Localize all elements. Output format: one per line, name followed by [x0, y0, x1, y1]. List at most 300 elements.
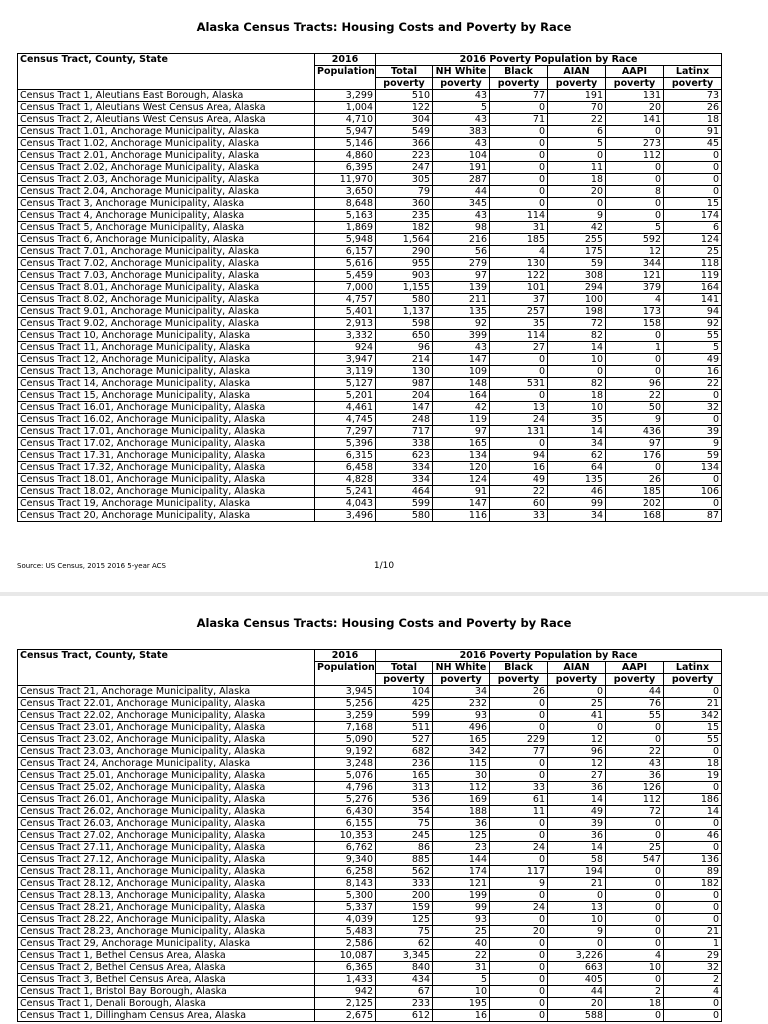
value-cell: 119: [433, 414, 490, 426]
value-cell: 191: [548, 90, 606, 102]
value-cell: 308: [548, 270, 606, 282]
value-cell: 580: [376, 294, 433, 306]
value-cell: 23: [433, 842, 490, 854]
value-cell: 4,039: [315, 914, 376, 926]
value-cell: 42: [548, 222, 606, 234]
value-cell: 20: [548, 186, 606, 198]
source-note: Source: US Census, 2015 2016 5-year ACS: [17, 562, 167, 570]
table-row: [18, 114, 722, 126]
value-cell: 955: [376, 258, 433, 270]
value-cell: 97: [433, 270, 490, 282]
value-cell: 2,913: [315, 318, 376, 330]
value-cell: 2,125: [315, 998, 376, 1010]
header-latinx-poverty-2: poverty: [664, 674, 722, 686]
value-cell: 0: [490, 438, 548, 450]
value-cell: 0: [664, 474, 722, 486]
value-cell: 10: [433, 986, 490, 998]
value-cell: 55: [606, 710, 664, 722]
value-cell: 147: [433, 354, 490, 366]
value-cell: 0: [664, 162, 722, 174]
table-row: [18, 758, 722, 770]
value-cell: 15: [664, 722, 722, 734]
value-cell: 114: [490, 330, 548, 342]
header-latinx-poverty-1: Latinx: [664, 66, 722, 78]
value-cell: 0: [606, 974, 664, 986]
table-row: [18, 734, 722, 746]
tract-name-cell: Census Tract 6, Anchorage Municipality, Alaska: [18, 234, 315, 246]
value-cell: 22: [664, 378, 722, 390]
value-cell: 174: [433, 866, 490, 878]
value-cell: 96: [548, 746, 606, 758]
value-cell: 0: [490, 830, 548, 842]
tract-name-cell: Census Tract 20, Anchorage Municipality, Alaska: [18, 510, 315, 522]
value-cell: 399: [433, 330, 490, 342]
value-cell: 840: [376, 962, 433, 974]
value-cell: 987: [376, 378, 433, 390]
value-cell: 12: [548, 734, 606, 746]
header-poverty-group: 2016 Poverty Population by Race: [376, 54, 722, 66]
value-cell: 5: [606, 222, 664, 234]
tract-name-cell: Census Tract 28.11, Anchorage Municipality, Alaska: [18, 866, 315, 878]
table-row: [18, 794, 722, 806]
value-cell: 5,948: [315, 234, 376, 246]
value-cell: 104: [376, 686, 433, 698]
value-cell: 5,163: [315, 210, 376, 222]
poverty-table: [17, 53, 722, 522]
value-cell: 130: [376, 366, 433, 378]
value-cell: 3,259: [315, 710, 376, 722]
value-cell: 511: [376, 722, 433, 734]
value-cell: 0: [490, 150, 548, 162]
table-header: [18, 54, 722, 90]
value-cell: 0: [606, 734, 664, 746]
value-cell: 6,365: [315, 962, 376, 974]
tract-name-cell: Census Tract 3, Bethel Census Area, Alaska: [18, 974, 315, 986]
value-cell: 464: [376, 486, 433, 498]
value-cell: 13: [548, 902, 606, 914]
value-cell: 46: [548, 486, 606, 498]
value-cell: 3,248: [315, 758, 376, 770]
value-cell: 93: [433, 710, 490, 722]
value-cell: 114: [490, 210, 548, 222]
table-row: [18, 890, 722, 902]
table-row: [18, 998, 722, 1010]
table-row: [18, 174, 722, 186]
document-title: Alaska Census Tracts: Housing Costs and Poverty by Race: [196, 20, 572, 34]
value-cell: 36: [433, 818, 490, 830]
value-cell: 5,127: [315, 378, 376, 390]
table-row: [18, 342, 722, 354]
value-cell: 0: [548, 938, 606, 950]
tract-name-cell: Census Tract 14, Anchorage Municipality, Alaska: [18, 378, 315, 390]
value-cell: 175: [548, 246, 606, 258]
value-cell: 9,340: [315, 854, 376, 866]
value-cell: 0: [606, 330, 664, 342]
value-cell: 0: [606, 818, 664, 830]
table-row: [18, 102, 722, 114]
value-cell: 0: [548, 722, 606, 734]
value-cell: 0: [606, 126, 664, 138]
value-cell: 188: [433, 806, 490, 818]
value-cell: 18: [548, 390, 606, 402]
value-cell: 109: [433, 366, 490, 378]
value-cell: 22: [606, 390, 664, 402]
value-cell: 5,337: [315, 902, 376, 914]
table-row: [18, 450, 722, 462]
value-cell: 247: [376, 162, 433, 174]
header-white-poverty-2: poverty: [433, 78, 490, 90]
value-cell: 100: [548, 294, 606, 306]
value-cell: 334: [376, 462, 433, 474]
value-cell: 9,192: [315, 746, 376, 758]
value-cell: 141: [664, 294, 722, 306]
value-cell: 211: [433, 294, 490, 306]
value-cell: 79: [376, 186, 433, 198]
tract-name-cell: Census Tract 28.22, Anchorage Municipality, Alaska: [18, 914, 315, 926]
tract-name-cell: Census Tract 12, Anchorage Municipality, Alaska: [18, 354, 315, 366]
value-cell: 22: [548, 114, 606, 126]
value-cell: 0: [606, 902, 664, 914]
tract-name-cell: Census Tract 28.23, Anchorage Municipality, Alaska: [18, 926, 315, 938]
value-cell: 588: [548, 1010, 606, 1022]
value-cell: 304: [376, 114, 433, 126]
document-title: Alaska Census Tracts: Housing Costs and Poverty by Race: [196, 616, 572, 630]
value-cell: 6,430: [315, 806, 376, 818]
value-cell: 3,345: [376, 950, 433, 962]
value-cell: 14: [548, 342, 606, 354]
table-row: [18, 138, 722, 150]
table-row: [18, 162, 722, 174]
value-cell: 125: [376, 914, 433, 926]
value-cell: 0: [664, 498, 722, 510]
value-cell: 4: [490, 246, 548, 258]
value-cell: 248: [376, 414, 433, 426]
value-cell: 165: [433, 734, 490, 746]
value-cell: 6: [664, 222, 722, 234]
header-white-poverty-1: NH White: [433, 66, 490, 78]
table-row: [18, 234, 722, 246]
value-cell: 223: [376, 150, 433, 162]
value-cell: 75: [376, 818, 433, 830]
value-cell: 82: [548, 330, 606, 342]
value-cell: 198: [548, 306, 606, 318]
value-cell: 10: [548, 354, 606, 366]
value-cell: 64: [548, 462, 606, 474]
value-cell: 0: [606, 866, 664, 878]
value-cell: 0: [606, 462, 664, 474]
header-population-year: 2016: [315, 54, 376, 66]
value-cell: 6,157: [315, 246, 376, 258]
value-cell: 20: [548, 998, 606, 1010]
value-cell: 13: [490, 402, 548, 414]
value-cell: 0: [490, 366, 548, 378]
value-cell: 9: [548, 926, 606, 938]
value-cell: 0: [664, 902, 722, 914]
tract-name-cell: Census Tract 1.02, Anchorage Municipality, Alaska: [18, 138, 315, 150]
table-body: [18, 90, 722, 522]
value-cell: 174: [664, 210, 722, 222]
value-cell: 0: [606, 366, 664, 378]
value-cell: 5,396: [315, 438, 376, 450]
tract-name-cell: Census Tract 13, Anchorage Municipality, Alaska: [18, 366, 315, 378]
value-cell: 3,299: [315, 90, 376, 102]
value-cell: 134: [664, 462, 722, 474]
value-cell: 345: [433, 198, 490, 210]
value-cell: 59: [548, 258, 606, 270]
value-cell: 599: [376, 498, 433, 510]
value-cell: 199: [433, 890, 490, 902]
value-cell: 0: [606, 830, 664, 842]
tract-name-cell: Census Tract 17.01, Anchorage Municipality, Alaska: [18, 426, 315, 438]
value-cell: 5,459: [315, 270, 376, 282]
value-cell: 436: [606, 426, 664, 438]
value-cell: 1,564: [376, 234, 433, 246]
header-black-poverty-1: Black: [490, 662, 548, 674]
value-cell: 97: [433, 426, 490, 438]
table-row: [18, 938, 722, 950]
table-row: [18, 126, 722, 138]
value-cell: 76: [606, 698, 664, 710]
value-cell: 14: [548, 794, 606, 806]
value-cell: 26: [606, 474, 664, 486]
table-row: [18, 710, 722, 722]
value-cell: 124: [433, 474, 490, 486]
value-cell: 31: [490, 222, 548, 234]
value-cell: 0: [490, 758, 548, 770]
value-cell: 115: [433, 758, 490, 770]
value-cell: 0: [606, 722, 664, 734]
table-row: [18, 150, 722, 162]
value-cell: 22: [490, 486, 548, 498]
table-row: [18, 390, 722, 402]
value-cell: 338: [376, 438, 433, 450]
tract-name-cell: Census Tract 1, Dillingham Census Area, Alaska: [18, 1010, 315, 1022]
value-cell: 25: [664, 246, 722, 258]
value-cell: 112: [433, 782, 490, 794]
value-cell: 55: [664, 734, 722, 746]
value-cell: 119: [664, 270, 722, 282]
value-cell: 186: [664, 794, 722, 806]
value-cell: 91: [664, 126, 722, 138]
value-cell: 7,297: [315, 426, 376, 438]
table-row: [18, 914, 722, 926]
tract-name-cell: Census Tract 19, Anchorage Municipality, Alaska: [18, 498, 315, 510]
value-cell: 39: [548, 818, 606, 830]
value-cell: 104: [433, 150, 490, 162]
value-cell: 11,970: [315, 174, 376, 186]
value-cell: 5: [664, 342, 722, 354]
value-cell: 98: [433, 222, 490, 234]
value-cell: 72: [606, 806, 664, 818]
value-cell: 5,090: [315, 734, 376, 746]
header-aapi-poverty-2: poverty: [606, 674, 664, 686]
value-cell: 72: [548, 318, 606, 330]
table-row: [18, 926, 722, 938]
value-cell: 44: [606, 686, 664, 698]
value-cell: 8,143: [315, 878, 376, 890]
value-cell: 139: [433, 282, 490, 294]
value-cell: 8,648: [315, 198, 376, 210]
value-cell: 1: [664, 938, 722, 950]
value-cell: 0: [606, 210, 664, 222]
value-cell: 15: [664, 198, 722, 210]
value-cell: 549: [376, 126, 433, 138]
value-cell: 75: [376, 926, 433, 938]
value-cell: 94: [664, 306, 722, 318]
value-cell: 383: [433, 126, 490, 138]
value-cell: 682: [376, 746, 433, 758]
value-cell: 4: [606, 294, 664, 306]
value-cell: 0: [664, 914, 722, 926]
value-cell: 121: [433, 878, 490, 890]
table-row: [18, 222, 722, 234]
value-cell: 164: [433, 390, 490, 402]
value-cell: 25: [606, 842, 664, 854]
value-cell: 3,119: [315, 366, 376, 378]
tract-name-cell: Census Tract 2.02, Anchorage Municipality, Alaska: [18, 162, 315, 174]
value-cell: 3,226: [548, 950, 606, 962]
value-cell: 0: [490, 818, 548, 830]
header-tract-name: Census Tract, County, State: [18, 54, 315, 90]
value-cell: 294: [548, 282, 606, 294]
tract-name-cell: Census Tract 1, Bethel Census Area, Alaska: [18, 950, 315, 962]
value-cell: 8: [606, 186, 664, 198]
header-aian-poverty-2: poverty: [548, 78, 606, 90]
header-total-poverty-2: poverty: [376, 78, 433, 90]
table-row: [18, 438, 722, 450]
value-cell: 97: [606, 438, 664, 450]
value-cell: 0: [664, 390, 722, 402]
value-cell: 5: [548, 138, 606, 150]
value-cell: 200: [376, 890, 433, 902]
tract-name-cell: Census Tract 17.31, Anchorage Municipality, Alaska: [18, 450, 315, 462]
tract-name-cell: Census Tract 27.02, Anchorage Municipality, Alaska: [18, 830, 315, 842]
value-cell: 14: [548, 842, 606, 854]
value-cell: 233: [376, 998, 433, 1010]
value-cell: 0: [548, 686, 606, 698]
value-cell: 3,650: [315, 186, 376, 198]
tract-name-cell: Census Tract 28.12, Anchorage Municipality, Alaska: [18, 878, 315, 890]
value-cell: 9: [606, 414, 664, 426]
value-cell: 885: [376, 854, 433, 866]
header-total-poverty-2: poverty: [376, 674, 433, 686]
value-cell: 24: [490, 902, 548, 914]
table-row: [18, 830, 722, 842]
tract-name-cell: Census Tract 26.02, Anchorage Municipality, Alaska: [18, 806, 315, 818]
value-cell: 10,353: [315, 830, 376, 842]
value-cell: 536: [376, 794, 433, 806]
value-cell: 21: [664, 926, 722, 938]
value-cell: 0: [490, 1010, 548, 1022]
value-cell: 379: [606, 282, 664, 294]
value-cell: 96: [606, 378, 664, 390]
value-cell: 0: [490, 354, 548, 366]
value-cell: 0: [490, 710, 548, 722]
value-cell: 0: [664, 782, 722, 794]
value-cell: 3,496: [315, 510, 376, 522]
value-cell: 4,860: [315, 150, 376, 162]
value-cell: 12: [606, 246, 664, 258]
value-cell: 5,947: [315, 126, 376, 138]
value-cell: 58: [548, 854, 606, 866]
value-cell: 9: [548, 210, 606, 222]
value-cell: 165: [376, 770, 433, 782]
tract-name-cell: Census Tract 1, Denali Borough, Alaska: [18, 998, 315, 1010]
value-cell: 94: [490, 450, 548, 462]
value-cell: 82: [548, 378, 606, 390]
value-cell: 4,043: [315, 498, 376, 510]
value-cell: 16: [490, 462, 548, 474]
tract-name-cell: Census Tract 2.01, Anchorage Municipality, Alaska: [18, 150, 315, 162]
value-cell: 136: [664, 854, 722, 866]
value-cell: 6,155: [315, 818, 376, 830]
table-row: [18, 854, 722, 866]
table-row: [18, 378, 722, 390]
value-cell: 5,241: [315, 486, 376, 498]
value-cell: 245: [376, 830, 433, 842]
value-cell: 6: [548, 126, 606, 138]
value-cell: 290: [376, 246, 433, 258]
value-cell: 0: [490, 938, 548, 950]
value-cell: 19: [664, 770, 722, 782]
value-cell: 1: [606, 342, 664, 354]
table-row: [18, 366, 722, 378]
tract-name-cell: Census Tract 3, Anchorage Municipality, Alaska: [18, 198, 315, 210]
tract-name-cell: Census Tract 7.01, Anchorage Municipality, Alaska: [18, 246, 315, 258]
value-cell: 0: [490, 890, 548, 902]
value-cell: 531: [490, 378, 548, 390]
value-cell: 4,757: [315, 294, 376, 306]
value-cell: 91: [433, 486, 490, 498]
value-cell: 0: [664, 174, 722, 186]
table-row: [18, 950, 722, 962]
table-row: [18, 722, 722, 734]
header-latinx-poverty-2: poverty: [664, 78, 722, 90]
value-cell: 20: [606, 102, 664, 114]
value-cell: 562: [376, 866, 433, 878]
table-row: [18, 198, 722, 210]
value-cell: 25: [548, 698, 606, 710]
value-cell: 0: [606, 878, 664, 890]
table-row: [18, 974, 722, 986]
value-cell: 216: [433, 234, 490, 246]
value-cell: 49: [490, 474, 548, 486]
tract-name-cell: Census Tract 15, Anchorage Municipality, Alaska: [18, 390, 315, 402]
value-cell: 195: [433, 998, 490, 1010]
tract-name-cell: Census Tract 1, Bristol Bay Borough, Alaska: [18, 986, 315, 998]
value-cell: 942: [315, 986, 376, 998]
table-row: [18, 962, 722, 974]
value-cell: 49: [548, 806, 606, 818]
value-cell: 612: [376, 1010, 433, 1022]
value-cell: 43: [433, 90, 490, 102]
value-cell: 4,796: [315, 782, 376, 794]
value-cell: 59: [664, 450, 722, 462]
table-row: [18, 318, 722, 330]
value-cell: 366: [376, 138, 433, 150]
value-cell: 41: [548, 710, 606, 722]
value-cell: 24: [490, 842, 548, 854]
value-cell: 159: [376, 902, 433, 914]
value-cell: 0: [490, 914, 548, 926]
tract-name-cell: Census Tract 21, Anchorage Municipality, Alaska: [18, 686, 315, 698]
value-cell: 0: [490, 390, 548, 402]
value-cell: 5,401: [315, 306, 376, 318]
table-header: [18, 650, 722, 686]
table-row: [18, 210, 722, 222]
value-cell: 26: [490, 686, 548, 698]
value-cell: 67: [376, 986, 433, 998]
